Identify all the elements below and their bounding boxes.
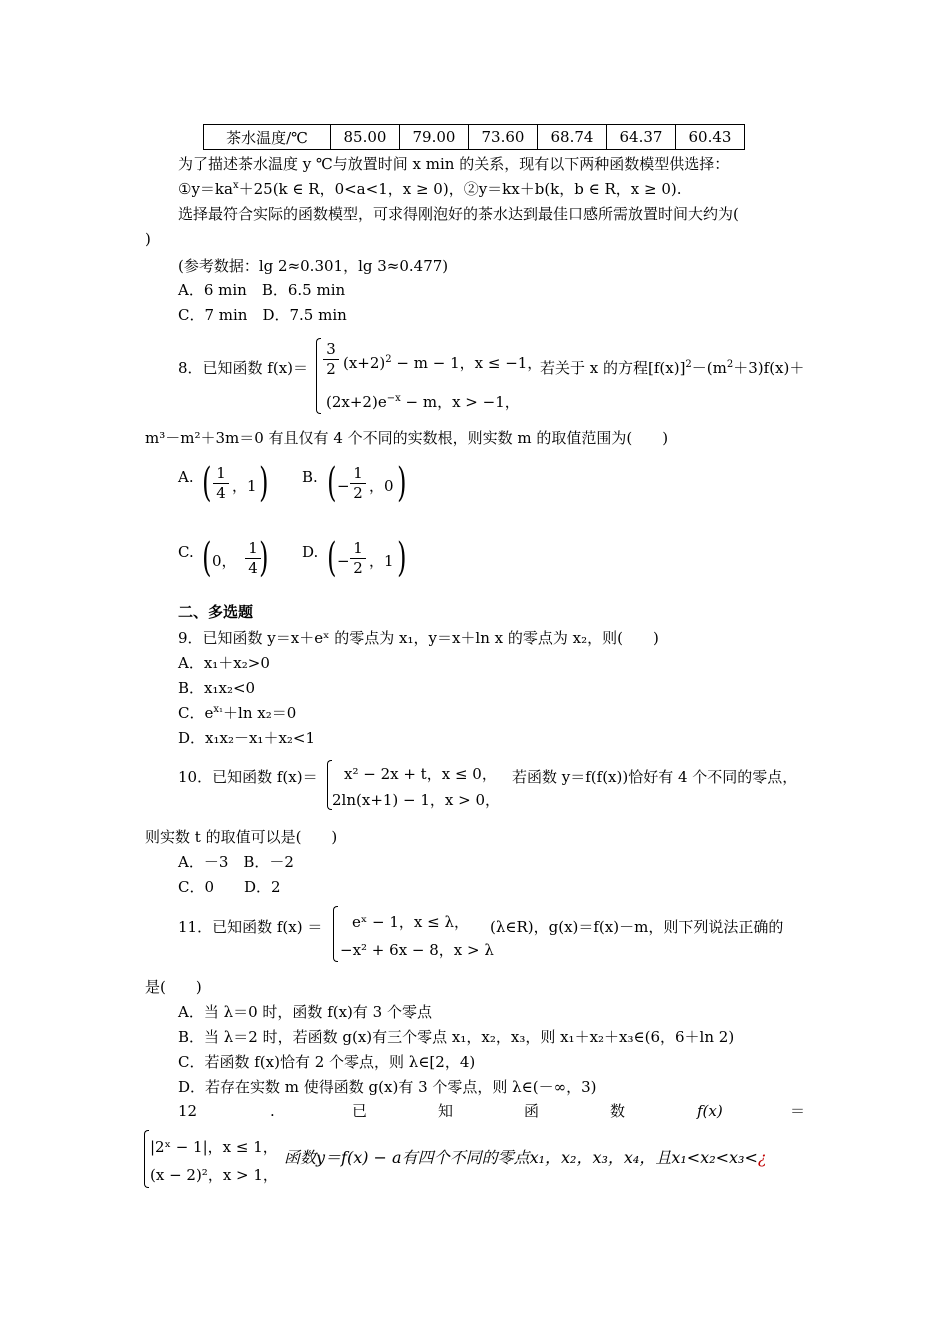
q11-case1: eˣ − 1，x ≤ λ， — [352, 913, 469, 931]
fraction-denominator: 4 — [248, 559, 258, 577]
q11-line2: 是( ) — [145, 978, 202, 996]
table-row — [204, 125, 745, 150]
q10-line2: 则实数 t 的取值可以是( ) — [145, 828, 338, 846]
q7-models: ＋25(k ∈ R，0<a<1，x ≥ 0)，②y＝kx＋b(k，b ∈ R，x ≥ 0). — [238, 180, 682, 198]
q12-dot: . — [270, 1102, 275, 1120]
q8-tail-b: －(m — [691, 359, 727, 377]
q11-case2: −x² + 6x − 8，x > λ — [340, 941, 494, 959]
paren-open: ( — [202, 535, 212, 581]
q10-case2: 2ln(x+1) − 1，x > 0， — [332, 791, 501, 809]
fraction-numerator: 1 — [213, 464, 229, 484]
q12-case1: |2ˣ − 1|，x ≤ 1， — [150, 1138, 278, 1156]
q9-c-base: C．e — [178, 704, 214, 722]
q8-case1 — [343, 353, 542, 373]
q8-b-right: ，0 — [369, 477, 394, 495]
section-heading: 二、多选题 — [178, 603, 254, 621]
q8-case2-base: (2x+2)e — [326, 393, 387, 411]
q12-word: 知 — [438, 1102, 454, 1120]
q10-tail: 若函数 y＝f(f(x))恰好有 4 个不同的零点， — [512, 768, 798, 786]
table-cell: 85.00 — [331, 125, 400, 150]
fraction-denominator: 2 — [353, 484, 363, 502]
table-cell: 64.37 — [607, 125, 676, 150]
q11-option-a: A．当 λ＝0 时，函数 f(x)有 3 个零点 — [178, 1003, 432, 1021]
q8-case1-base: (x+2) — [343, 354, 386, 372]
table-cell: 73.60 — [469, 125, 538, 150]
q9-stem: 9．已知函数 y＝x＋eˣ 的零点为 x₁，y＝x＋ln x 的零点为 x₂，则( ) — [178, 629, 659, 647]
q12-brace — [144, 1130, 149, 1188]
q12-equals: ＝ — [790, 1102, 806, 1120]
q7-options-ab: A．6 min B．6.5 min — [178, 281, 346, 299]
q8-b-bound: 0 — [384, 477, 394, 495]
paren-close: ) — [259, 460, 269, 506]
q8-a-bound: 1 — [247, 477, 257, 495]
q9-option-b: B．x₁x₂<0 — [178, 679, 256, 697]
q11-label: 11．已知函数 f(x) ＝ — [178, 918, 323, 936]
q8-b-fraction — [350, 464, 366, 503]
fraction-denominator: 2 — [353, 559, 363, 577]
q7-reference: (参考数据：lg 2≈0.301，lg 3≈0.477) — [178, 257, 449, 275]
minus-sign: − — [337, 477, 350, 495]
fraction-denominator: 4 — [216, 484, 226, 502]
q8-a-fraction — [213, 464, 229, 503]
q11-option-c: C．若函数 f(x)恰有 2 个零点，则 λ∈[2，4) — [178, 1053, 476, 1071]
q8-tail: 若关于 x 的方程$[f(x)]^2-(m^2+3)f(x)+$ — [540, 359, 805, 377]
q8-label: 8．已知函数 f(x)＝ — [178, 359, 309, 377]
table-cell: 60.43 — [676, 125, 745, 150]
q11-option-b: B．当 λ＝2 时，若函数 g(x)有三个零点 x₁，x₂，x₃，则 x₁＋x₂＋x₃∈(6，6＋ln 2) — [178, 1028, 735, 1046]
q7-line1: 为了描述茶水温度 y ℃与放置时间 x min 的关系，现有以下两种函数模型供选择： — [178, 155, 730, 173]
q8-tail-c: ＋3)f(x)＋ — [733, 359, 805, 377]
q11-brace — [333, 906, 338, 962]
q8-fraction — [323, 340, 339, 379]
q12-fx: f(x) — [697, 1102, 723, 1120]
q8-line2: m³－m²＋3m＝0 有且仅有 4 个不同的实数根，则实数 m 的取值范围为( ) — [145, 429, 669, 447]
q8-case1-exp: 2 — [385, 354, 392, 365]
q7-line3: 选择最符合实际的函数模型，可求得刚泡好的茶水达到最佳口感所需放置时间大约为( — [178, 205, 739, 223]
fraction-numerator: 3 — [323, 340, 339, 360]
q12-tail — [284, 1148, 766, 1168]
paren-open: ( — [202, 460, 212, 506]
q10-options-cd: C．0 D．2 — [178, 878, 281, 896]
q7-line4: ) — [145, 230, 151, 248]
q11-tail: (λ∈R)，g(x)＝f(x)－m，则下列说法正确的 — [490, 918, 784, 936]
q8-d-right: ，1 — [369, 552, 394, 570]
paren-open: ( — [327, 535, 337, 581]
q9-c-exp: x₁ — [213, 704, 224, 715]
q8-option-d-label: D. — [302, 543, 319, 561]
table-cell: 79.00 — [400, 125, 469, 150]
q8-c-bound: 0 — [212, 552, 222, 570]
paren-close: ) — [397, 460, 407, 506]
q8-case2 — [326, 392, 520, 412]
fraction-numerator: 1 — [245, 539, 261, 559]
q8-tail-a: 若关于 x 的方程[f(x)] — [540, 359, 686, 377]
paren-close: ) — [259, 535, 269, 581]
table-cell: 68.74 — [538, 125, 607, 150]
q8-case1-rest: − m − 1，x ≤ −1， — [391, 354, 543, 372]
q8-brace — [316, 338, 321, 414]
tea-temperature-table — [203, 124, 745, 150]
fraction-numerator: 1 — [350, 464, 366, 484]
q7-line2 — [178, 179, 682, 199]
q7-model1: ①y＝ka — [178, 180, 233, 198]
q8-option-a-label: A. — [178, 468, 194, 486]
q12-word: 数 — [610, 1102, 626, 1120]
q10-case1: x² − 2x + t，x ≤ 0， — [344, 765, 497, 783]
table-header-cell: 茶水温度/℃ — [204, 125, 331, 150]
paren-close: ) — [397, 535, 407, 581]
fraction-denominator: 2 — [326, 360, 336, 378]
q9-c-rest: ＋ln x₂＝0 — [223, 704, 297, 722]
q7-exp: x — [232, 180, 239, 191]
q8-case2-rest: − m，x > −1， — [400, 393, 520, 411]
q9-option-c — [178, 703, 296, 723]
minus-sign: − — [337, 552, 350, 570]
q8-case2-exp: −x — [386, 393, 401, 404]
q12-case2: (x − 2)²，x > 1， — [150, 1166, 278, 1184]
q8-d-fraction — [350, 539, 366, 578]
fraction-numerator: 1 — [350, 539, 366, 559]
q8-option-c-label: C. — [178, 543, 194, 561]
q12-tail-glyph: ¿ — [757, 1148, 767, 1167]
q12-number: 12 — [178, 1102, 198, 1120]
q9-option-d: D．x₁x₂－x₁＋x₂<1 — [178, 729, 316, 747]
paren-open: ( — [327, 460, 337, 506]
q8-a-right: ，1 — [232, 477, 257, 495]
q9-option-a: A．x₁＋x₂>0 — [178, 654, 270, 672]
q8-c-left: 0， — [212, 552, 237, 570]
q7-options-cd: C．7 min D．7.5 min — [178, 306, 347, 324]
q10-options-ab: A．－3 B．－2 — [178, 853, 294, 871]
q12-tail-text: 函数y＝f(x) − a有四个不同的零点x₁，x₂，x₃，x₄，且x₁<x₂<x₃< — [284, 1148, 758, 1167]
q11-option-d: D．若存在实数 m 使得函数 g(x)有 3 个零点，则 λ∈(－∞，3) — [178, 1078, 597, 1096]
q12-word: 已 — [352, 1102, 368, 1120]
q10-label: 10．已知函数 f(x)＝ — [178, 768, 318, 786]
q8-d-bound: 1 — [384, 552, 394, 570]
q8-option-b-label: B. — [302, 468, 318, 486]
q12-word: 函 — [524, 1102, 540, 1120]
